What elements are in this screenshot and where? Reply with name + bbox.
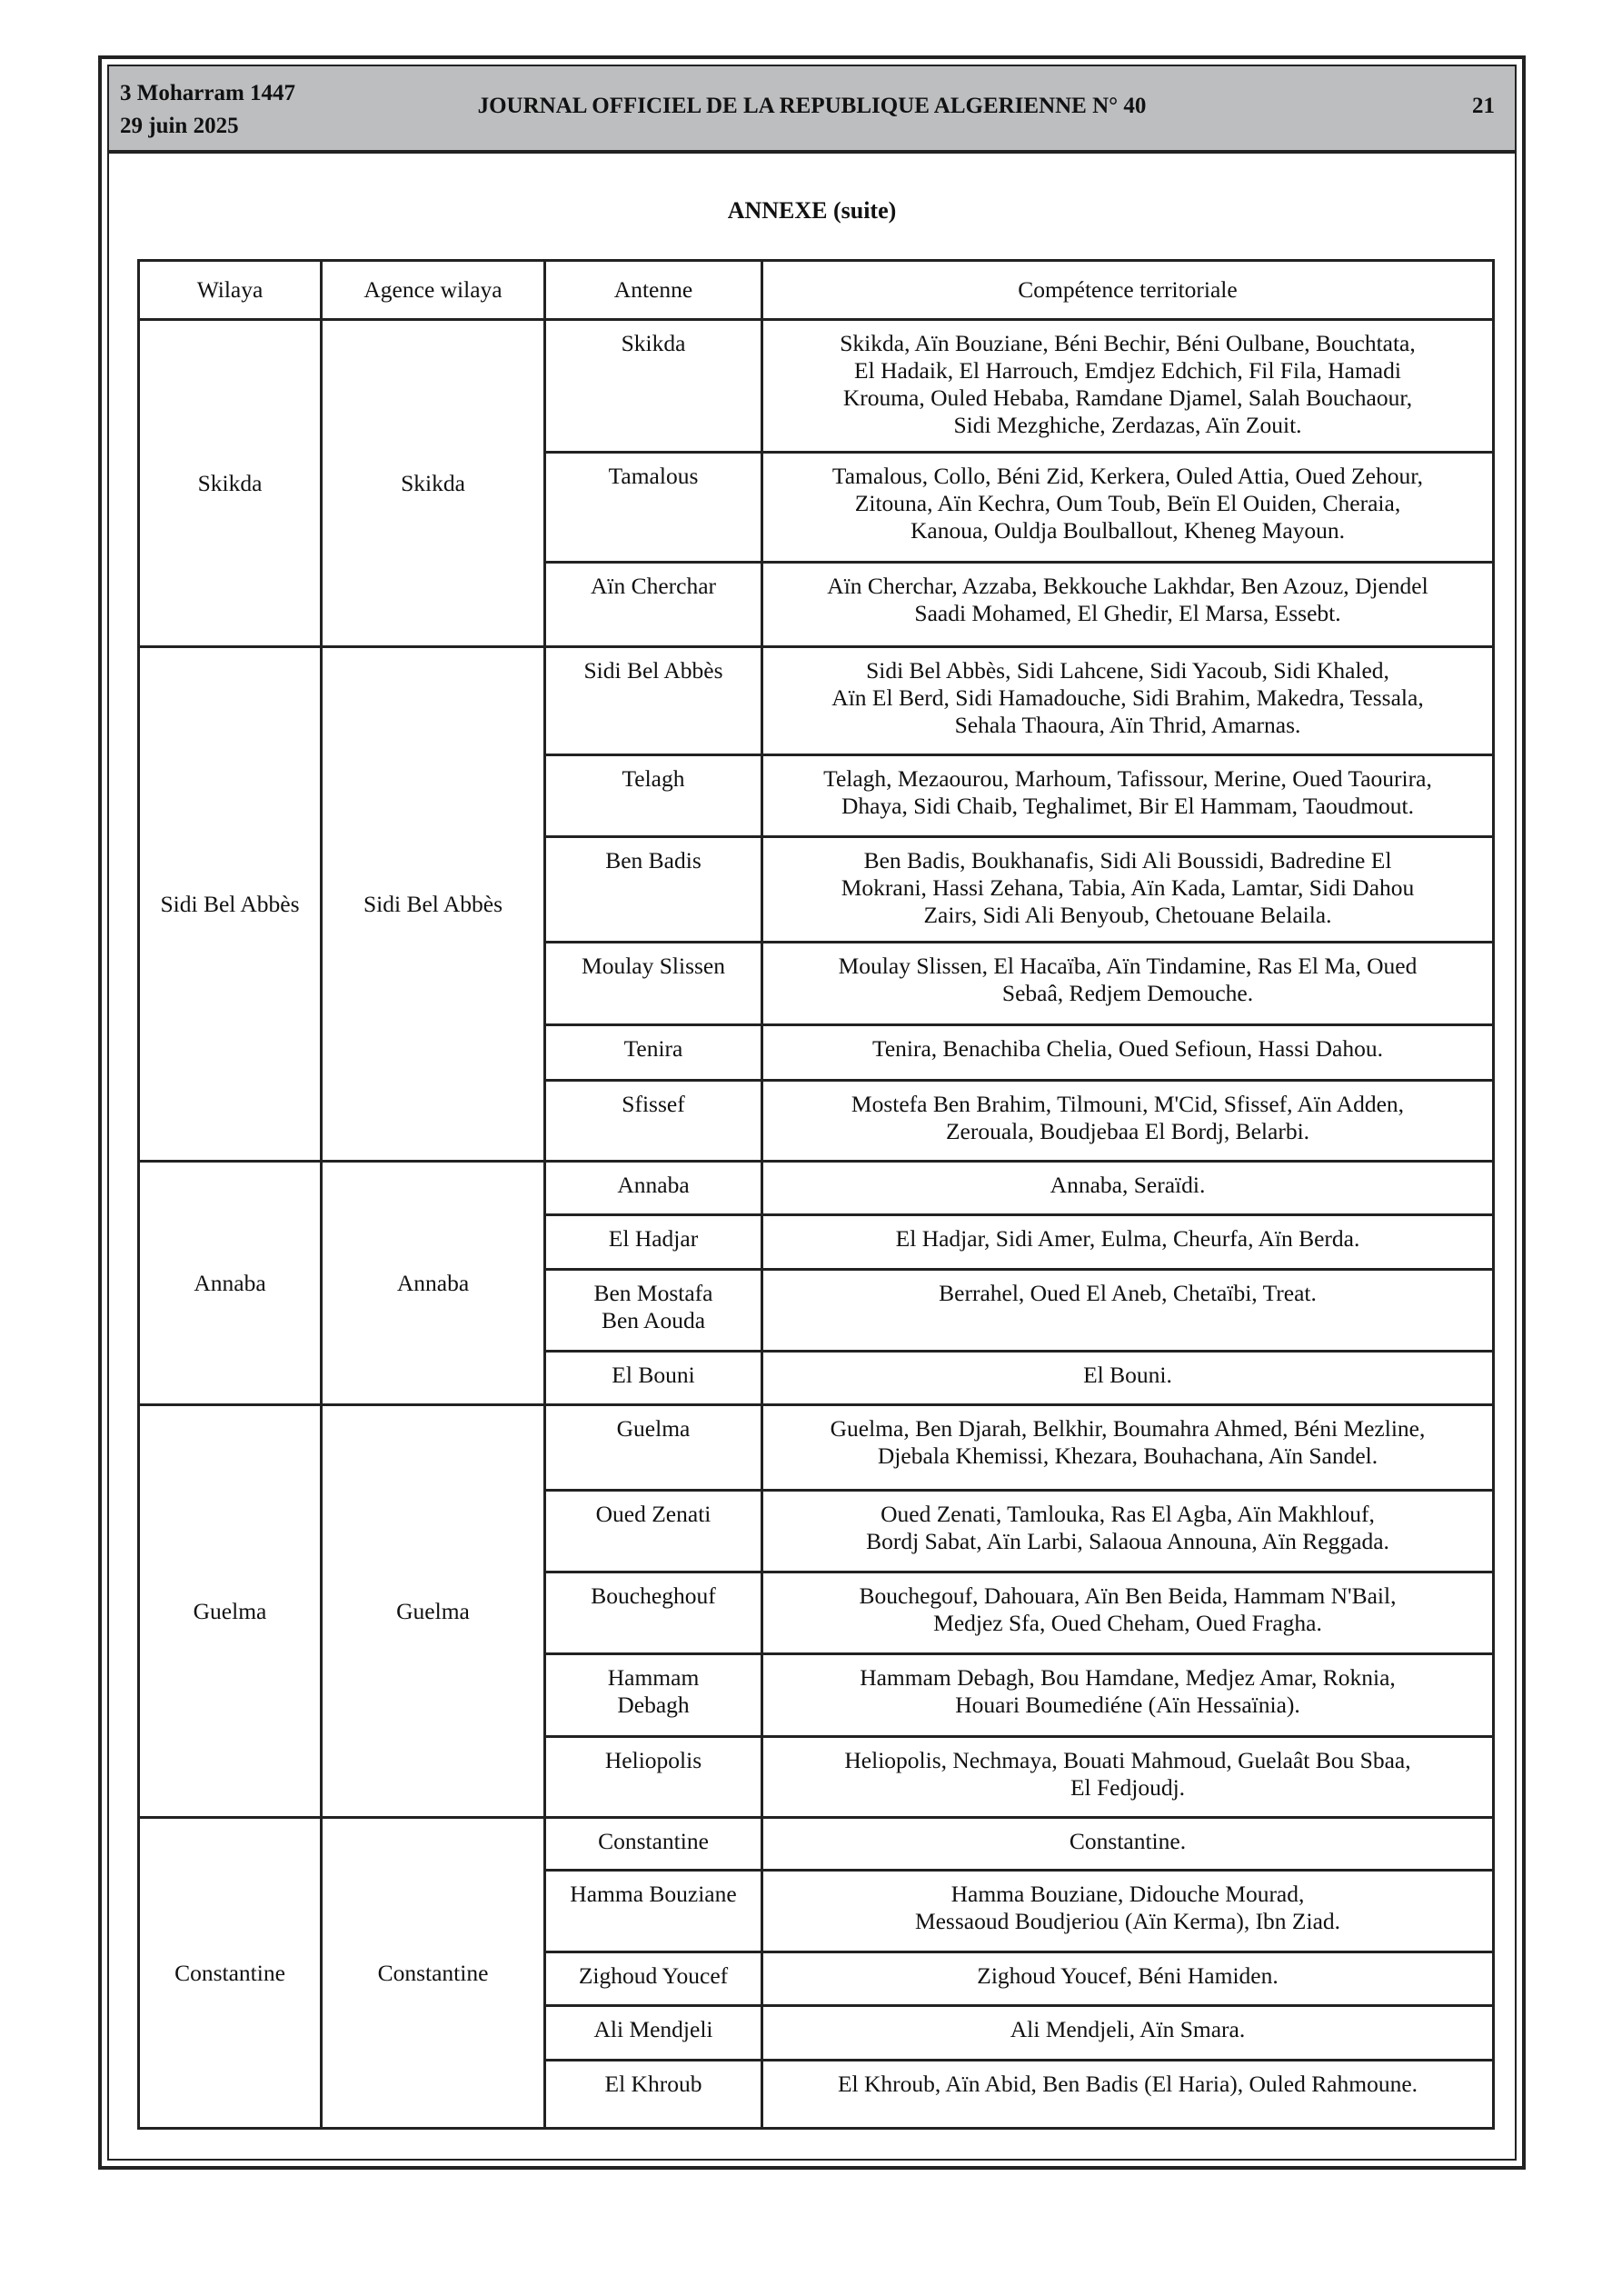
page-border: [98, 55, 1526, 2170]
table-header-row: [139, 261, 1494, 320]
competence-cell: Ali Mendjeli, Aïn Smara.: [762, 2006, 1494, 2061]
antenne-cell: Zighoud Youcef: [545, 1952, 762, 2006]
table-row: [139, 320, 1494, 453]
agence-cell: Guelma: [322, 1405, 545, 1818]
date-hijri: 3 Moharram 1447: [120, 81, 296, 105]
antenne-cell: Sidi Bel Abbès: [545, 647, 762, 755]
competence-cell: El Khroub, Aïn Abid, Ben Badis (El Haria), Ouled Rahmoune.: [762, 2061, 1494, 2129]
antenne-cell: Sfissef: [545, 1081, 762, 1162]
competence-cell: Oued Zenati, Tamlouka, Ras El Agba, Aïn Makhlouf, Bordj Sabat, Aïn Larbi, Salaoua Announa, Aïn Reggada.: [762, 1491, 1494, 1572]
journal-header: [109, 66, 1515, 154]
table-row: [139, 1405, 1494, 1491]
wilaya-cell: Guelma: [139, 1405, 322, 1818]
competence-cell: Mostefa Ben Brahim, Tilmouni, M'Cid, Sfissef, Aïn Adden, Zerouala, Boudjebaa El Bordj, Belarbi.: [762, 1081, 1494, 1162]
table-row: [139, 1162, 1494, 1215]
competence-cell: Hammam Debagh, Bou Hamdane, Medjez Amar, Roknia, Houari Boumediéne (Aïn Hessaïnia).: [762, 1654, 1494, 1737]
antenne-cell: Aïn Cherchar: [545, 563, 762, 647]
competence-cell: Guelma, Ben Djarah, Belkhir, Boumahra Ahmed, Béni Mezline, Djebala Khemissi, Khezara, Bouhachana, Aïn Sandel.: [762, 1405, 1494, 1491]
wilaya-cell: Sidi Bel Abbès: [139, 647, 322, 1162]
antenne-cell: Constantine: [545, 1818, 762, 1871]
antenne-cell: Hammam Debagh: [545, 1654, 762, 1737]
competence-cell: Tenira, Benachiba Chelia, Oued Sefioun, Hassi Dahou.: [762, 1025, 1494, 1081]
antenne-cell: Telagh: [545, 755, 762, 837]
competence-cell: Telagh, Mezaourou, Marhoum, Tafissour, Merine, Oued Taourira, Dhaya, Sidi Chaib, Teghalimet, Bir El Hammam, Taoudmout.: [762, 755, 1494, 837]
table-row: [139, 1818, 1494, 1871]
antenne-cell: El Bouni: [545, 1352, 762, 1405]
agence-cell: Skikda: [322, 320, 545, 647]
competence-cell: Zighoud Youcef, Béni Hamiden.: [762, 1952, 1494, 2006]
table-row: [139, 647, 1494, 755]
antenne-cell: Ben Mostafa Ben Aouda: [545, 1270, 762, 1352]
col-competence: Compétence territoriale: [762, 261, 1494, 320]
col-agence: Agence wilaya: [322, 261, 545, 320]
page-inner-border: [107, 65, 1517, 2161]
competence-cell: Annaba, Seraïdi.: [762, 1162, 1494, 1215]
antenne-cell: Ali Mendjeli: [545, 2006, 762, 2061]
antenne-cell: Oued Zenati: [545, 1491, 762, 1572]
antenne-cell: Guelma: [545, 1405, 762, 1491]
competence-cell: Berrahel, Oued El Aneb, Chetaïbi, Treat.: [762, 1270, 1494, 1352]
date-gregorian: 29 juin 2025: [120, 114, 239, 138]
wilaya-cell: Constantine: [139, 1818, 322, 2129]
antenne-cell: Hamma Bouziane: [545, 1871, 762, 1952]
wilaya-cell: Annaba: [139, 1162, 322, 1405]
competence-cell: Bouchegouf, Dahouara, Aïn Ben Beida, Hammam N'Bail, Medjez Sfa, Oued Cheham, Oued Fragha.: [762, 1572, 1494, 1654]
competence-cell: Sidi Bel Abbès, Sidi Lahcene, Sidi Yacoub, Sidi Khaled, Aïn El Berd, Sidi Hamadouche, Sidi Brahim, Makedra, Tessala, Sehala Thaoura, Aïn Thrid, Amarnas.: [762, 647, 1494, 755]
antenne-cell: Tenira: [545, 1025, 762, 1081]
competence-cell: Skikda, Aïn Bouziane, Béni Bechir, Béni Oulbane, Bouchtata, El Hadaik, El Harrouch, Emdjez Edchich, Fil Fila, Hamadi Krouma, Ouled Hebaba, Ramdane Djamel, Salah Bouchaour, Sidi Mezghiche, Zerdazas, Aïn Zouit.: [762, 320, 1494, 453]
annexe-table: [137, 259, 1495, 2130]
competence-cell: El Hadjar, Sidi Amer, Eulma, Cheurfa, Aïn Berda.: [762, 1215, 1494, 1270]
antenne-cell: Ben Badis: [545, 837, 762, 943]
antenne-cell: Moulay Slissen: [545, 943, 762, 1025]
competence-cell: Aïn Cherchar, Azzaba, Bekkouche Lakhdar, Ben Azouz, Djendel Saadi Mohamed, El Ghedir, El Marsa, Essebt.: [762, 563, 1494, 647]
competence-cell: Constantine.: [762, 1818, 1494, 1871]
col-wilaya: Wilaya: [139, 261, 322, 320]
agence-cell: Constantine: [322, 1818, 545, 2129]
competence-cell: Hamma Bouziane, Didouche Mourad, Messaoud Boudjeriou (Aïn Kerma), Ibn Ziad.: [762, 1871, 1494, 1952]
competence-cell: Tamalous, Collo, Béni Zid, Kerkera, Ouled Attia, Oued Zehour, Zitouna, Aïn Kechra, Oum Toub, Beïn El Ouiden, Cheraia, Kanoua, Ouldja Boulballout, Kheneg Mayoun.: [762, 453, 1494, 563]
wilaya-cell: Skikda: [139, 320, 322, 647]
antenne-cell: Boucheghouf: [545, 1572, 762, 1654]
antenne-cell: Skikda: [545, 320, 762, 453]
antenne-cell: El Khroub: [545, 2061, 762, 2129]
antenne-cell: Annaba: [545, 1162, 762, 1215]
agence-cell: Sidi Bel Abbès: [322, 647, 545, 1162]
competence-cell: Ben Badis, Boukhanafis, Sidi Ali Boussidi, Badredine El Mokrani, Hassi Zehana, Tabia, Aïn Kada, Lamtar, Sidi Dahou Zairs, Sidi Ali Benyoub, Chetouane Belaila.: [762, 837, 1494, 943]
antenne-cell: Heliopolis: [545, 1737, 762, 1818]
journal-title: JOURNAL OFFICIEL DE LA REPUBLIQUE ALGERIENNE N° 40: [477, 94, 1147, 118]
agence-cell: Annaba: [322, 1162, 545, 1405]
competence-cell: El Bouni.: [762, 1352, 1494, 1405]
page-number: 21: [1472, 94, 1495, 118]
competence-cell: Moulay Slissen, El Hacaïba, Aïn Tindamine, Ras El Ma, Oued Sebaâ, Redjem Demouche.: [762, 943, 1494, 1025]
antenne-cell: Tamalous: [545, 453, 762, 563]
annexe-title: ANNEXE (suite): [727, 197, 897, 224]
competence-cell: Heliopolis, Nechmaya, Bouati Mahmoud, Guelaât Bou Sbaa, El Fedjoudj.: [762, 1737, 1494, 1818]
col-antenne: Antenne: [545, 261, 762, 320]
antenne-cell: El Hadjar: [545, 1215, 762, 1270]
